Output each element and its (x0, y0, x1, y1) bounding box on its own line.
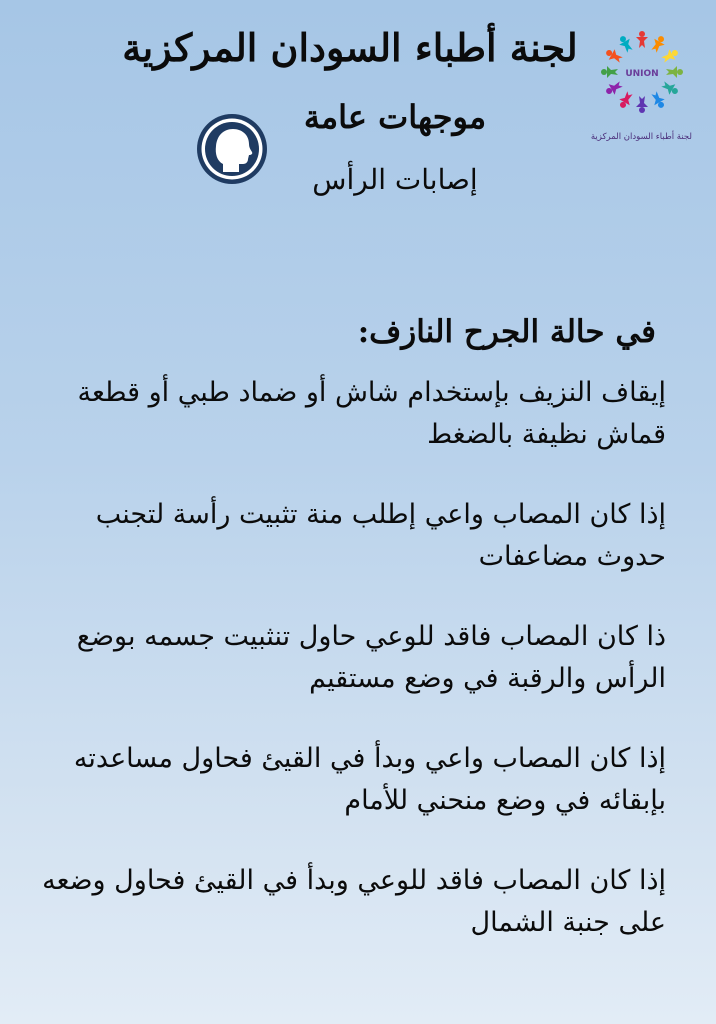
logo-person-figure (636, 96, 648, 113)
list-item: إذا كان المصاب فاقد للوعي وبدأ في القيئ فحاول وضعه على جنبة الشمال (42, 865, 666, 938)
list-item: إذا كان المصاب واعي إطلب منة تثبيت رأسة لتجنب حدوث مضاعفات (95, 499, 666, 572)
list-item: إذا كان المصاب واعي وبدأ في القيئ فحاول مساعدته بإبقائه في وضع منحني للأمام (73, 743, 666, 816)
list-item: ذا كان المصاب فاقد للوعي حاول تنثبيت جسمه بوضع الرأس والرقبة في وضع مستقيم (76, 621, 666, 694)
logo-person-figure (601, 66, 618, 78)
logo-caption: لجنة أطباء السودان المركزية (590, 132, 692, 142)
logo-person-figure (660, 79, 681, 98)
instruction-list (36, 372, 666, 982)
page-title: لجنة أطباء السودان المركزية (122, 25, 578, 70)
logo-person-figure (604, 46, 625, 65)
logo-person-figure (649, 34, 668, 55)
organization-logo (590, 26, 692, 142)
logo-text: UNION (625, 69, 659, 79)
logo-person-figure (660, 46, 681, 65)
logo-person-figure (604, 79, 625, 98)
logo-person-figure (649, 90, 668, 111)
topic-title: إصابات الرأس (312, 163, 478, 196)
head-silhouette-icon (193, 110, 271, 188)
logo-person-figure (666, 66, 683, 78)
people-circle-logo-icon (592, 26, 692, 126)
logo-person-figure (636, 31, 648, 48)
section-heading: في حالة الجرح النازف: (357, 314, 656, 350)
page-subtitle: موجهات عامة (303, 98, 487, 136)
list-item: إيقاف النزيف بإستخدام شاش أو ضماد طبي أو قطعة قماش نظيفة بالضغط (77, 377, 666, 450)
logo-person-figure (616, 34, 635, 55)
logo-person-figure (616, 90, 635, 111)
